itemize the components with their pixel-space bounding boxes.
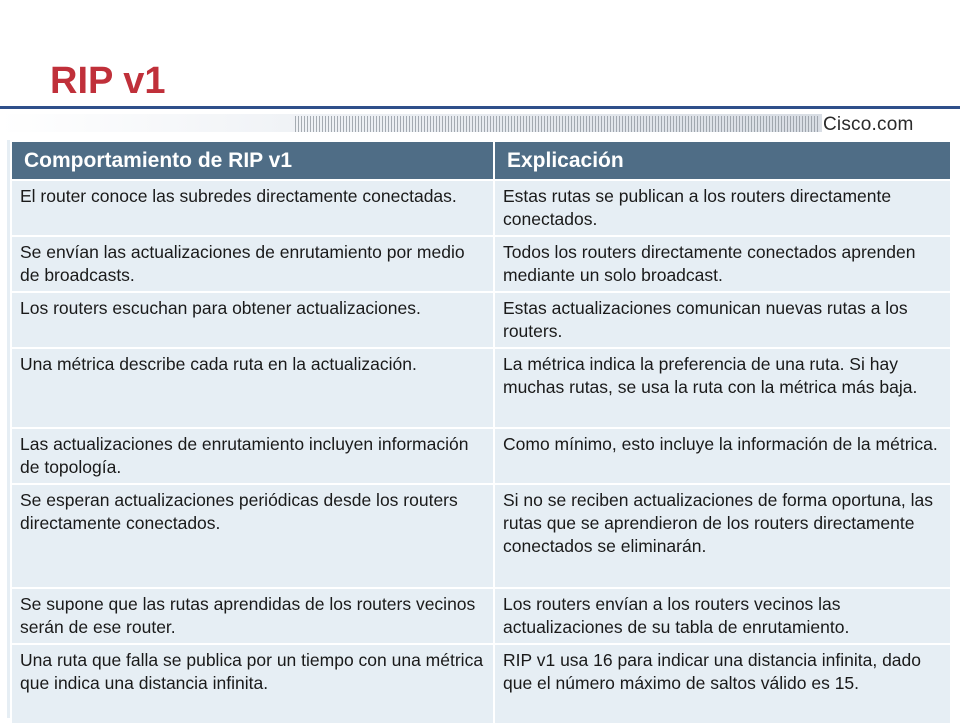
cisco-logo: Cisco.com bbox=[823, 114, 914, 135]
behavior-cell: Una métrica describe cada ruta en la actualización. bbox=[11, 348, 494, 428]
explanation-cell: Como mínimo, esto incluye la información de la métrica. bbox=[494, 428, 951, 484]
table-row bbox=[11, 588, 951, 644]
table-row bbox=[11, 348, 951, 428]
header-hatch-decoration bbox=[295, 116, 820, 132]
slide-title: RIP v1 bbox=[50, 60, 166, 102]
explanation-cell: La métrica indica la preferencia de una ruta. Si hay muchas rutas, se usa la ruta con la métrica más baja. bbox=[494, 348, 951, 428]
explanation-cell: Estas actualizaciones comunican nuevas rutas a los routers. bbox=[494, 292, 951, 348]
table-row bbox=[11, 292, 951, 348]
title-divider bbox=[0, 106, 960, 109]
table-header-row bbox=[11, 141, 951, 180]
explanation-cell: Si no se reciben actualizaciones de forma oportuna, las rutas que se aprendieron de los routers directamente conectados se eliminarán. bbox=[494, 484, 951, 588]
table-row bbox=[11, 428, 951, 484]
behavior-cell: Las actualizaciones de enrutamiento incluyen información de topología. bbox=[11, 428, 494, 484]
behavior-cell: Una ruta que falla se publica por un tiempo con una métrica que indica una distancia infinita. bbox=[11, 644, 494, 724]
explanation-cell: Todos los routers directamente conectados aprenden mediante un solo broadcast. bbox=[494, 236, 951, 292]
behavior-cell: Los routers escuchan para obtener actualizaciones. bbox=[11, 292, 494, 348]
explanation-cell: RIP v1 usa 16 para indicar una distancia infinita, dado que el número máximo de saltos válido es 15. bbox=[494, 644, 951, 724]
behavior-cell: El router conoce las subredes directamente conectadas. bbox=[11, 180, 494, 236]
header-behavior: Comportamiento de RIP v1 bbox=[11, 141, 494, 180]
behavior-cell: Se supone que las rutas aprendidas de los routers vecinos serán de ese router. bbox=[11, 588, 494, 644]
rip-behavior-table bbox=[10, 140, 952, 725]
explanation-cell: Los routers envían a los routers vecinos las actualizaciones de su tabla de enrutamiento. bbox=[494, 588, 951, 644]
header-explanation: Explicación bbox=[494, 141, 951, 180]
behavior-cell: Se esperan actualizaciones periódicas desde los routers directamente conectados. bbox=[11, 484, 494, 588]
table-row bbox=[11, 644, 951, 724]
table-row bbox=[11, 484, 951, 588]
behavior-cell: Se envían las actualizaciones de enrutamiento por medio de broadcasts. bbox=[11, 236, 494, 292]
table-row bbox=[11, 236, 951, 292]
table-row bbox=[11, 180, 951, 236]
explanation-cell: Estas rutas se publican a los routers directamente conectados. bbox=[494, 180, 951, 236]
